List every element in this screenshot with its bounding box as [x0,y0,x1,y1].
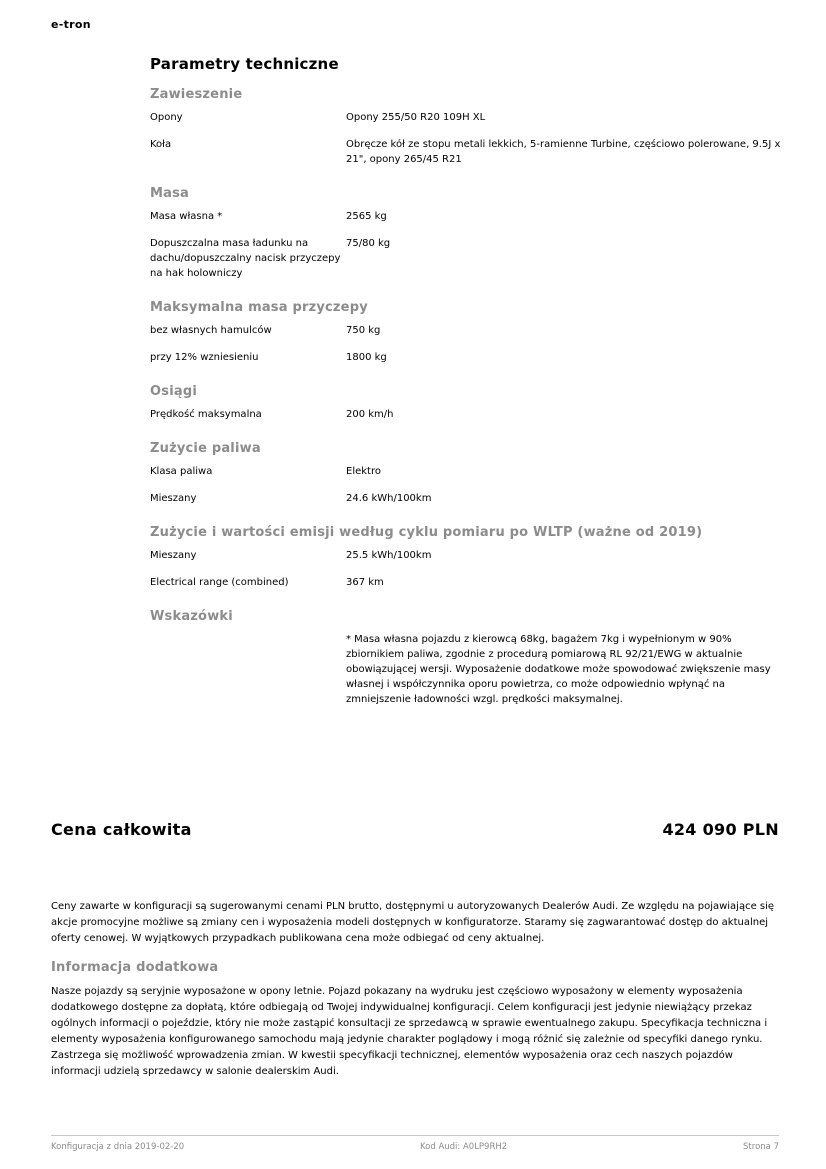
audi-code: Kod Audi: A0LP9RH2 [420,1142,508,1152]
additional-info-text: Nasze pojazdy są seryjnie wyposażone w opony letnie. Pojazd pokazany na wydruku jest częściowo wyposażony w elementy wyposażenia dodatkowego dostępne za dopłatą, które odbiegają od Twojej indywidualnej konfiguracji. Celem konfiguracji jest jedynie niewiążący przekaz ogólnych informacji o pojeździe, który nie może zastąpić konsultacji ze sprzedawcą w sprawie ewentualnego zakupu. Specyfikacja techniczna i elementy wyposażenia konfigurowanego samochodu mają jedynie charakter poglądowy i mogą różnić się zależnie od specyfiki danego rynku. Zastrzega się możliwość wprowadzenia zmian. W kwestii specyfikacji technicznej, elementów wyposażenia oraz cech naszych pojazdów informacji udzielą sprzedawcy w salonie dealerskim Audi. [51,986,768,1077]
technical-parameters [150,55,782,726]
spec-row-wheels [150,137,782,167]
section-wltp [150,525,782,590]
notes-text: * Masa własna pojazdu z kierowcą 68kg, bagażem 7kg i wypełnionym w 90% zbiornikiem paliwa, zgodnie z procedurą pomiarową RL 92/21/EWG w aktualnie obowiązującej wersji. Wyposażenie dodatkowe może spowodować zwiększenie masy własnej i współczynnika oporu powietrza, co może odpowiednio wpłynąć na zmniejszenie ładowności wzgl. prędkości maksymalnej. [346,634,771,705]
spec-value: Obręcze kół ze stopu metali lekkich, 5-ramienne Turbine, częściowo polerowane, 9.5J x 21", opony 265/45 R21 [346,139,781,165]
config-date: Konfiguracja z dnia 2019-02-20 [51,1142,185,1152]
spec-label: Klasa paliwa [150,466,213,477]
section-heading: Wskazówki [150,609,233,624]
total-price-label: Cena całkowita [51,820,192,839]
price-disclaimer: Ceny zawarte w konfiguracji są sugerowanymi cenami PLN brutto, dostępnymi u autoryzowanych Dealerów Audi. Ze względu na pojawiające się akcje promocyjne możliwe są zmiany cen i wyposażenia modeli dostępnych w konfiguratorze. Staramy się zagwarantować dostęp do aktualnej oferty cenowej. W wyjątkowych przypadkach publikowana cena może odbiegać od ceny aktualnej. [51,901,775,944]
section-heading: Maksymalna masa przyczepy [150,300,368,315]
spec-value: 750 kg [346,325,381,336]
spec-row-fuel-class [150,464,782,479]
section-heading: Zużycie paliwa [150,441,261,456]
section-mass [150,186,782,281]
spec-label: bez własnych hamulców [150,325,272,336]
section-performance [150,384,782,422]
page-number: Strona 7 [743,1142,779,1152]
section-notes [150,609,782,707]
section-suspension [150,87,782,167]
spec-label: Mieszany [150,493,197,504]
notes-row [150,632,782,707]
spec-value: 200 km/h [346,409,394,420]
spec-label: Prędkość maksymalna [150,409,262,420]
spec-row-electrical-range [150,575,782,590]
spec-label: Koła [150,139,172,150]
model-name: e-tron [51,18,91,31]
spec-row-tires [150,110,782,125]
page-footer [51,1135,779,1152]
total-price-value: 424 090 PLN [662,820,779,839]
section-trailer [150,300,782,365]
section-heading: Masa [150,186,190,201]
spec-row-unbraked [150,323,782,338]
spec-label: Dopuszczalna masa ładunku na dachu/dopuszczalny nacisk przyczepy na hak holowniczy [150,238,341,279]
spec-label: Opony [150,112,183,123]
section-consumption [150,441,782,506]
additional-info-heading: Informacja dodatkowa [51,960,219,975]
spec-value: 24.6 kWh/100km [346,493,432,504]
page-title: Parametry techniczne [150,55,339,73]
spec-row-roof-load [150,236,782,281]
spec-value: Opony 255/50 R20 109H XL [346,112,486,123]
spec-value: 2565 kg [346,211,387,222]
spec-value: 75/80 kg [346,238,391,249]
spec-row-curb-weight [150,209,782,224]
section-heading: Zawieszenie [150,87,243,102]
spec-value: 367 km [346,577,384,588]
section-heading: Zużycie i wartości emisji według cyklu pomiaru po WLTP (ważne od 2019) [150,525,703,540]
notes-spacer [150,632,346,707]
spec-row-braked-incline [150,350,782,365]
spec-label: Mieszany [150,550,197,561]
spec-label: przy 12% wzniesieniu [150,352,259,363]
spec-value: 25.5 kWh/100km [346,550,432,561]
spec-value: 1800 kg [346,352,387,363]
section-heading: Osiągi [150,384,197,399]
spec-row-top-speed [150,407,782,422]
spec-value: Elektro [346,466,381,477]
spec-label: Electrical range (combined) [150,577,289,588]
spec-row-wltp-combined [150,548,782,563]
spec-label: Masa własna * [150,211,223,222]
total-price-bar [51,820,779,839]
spec-row-combined [150,491,782,506]
